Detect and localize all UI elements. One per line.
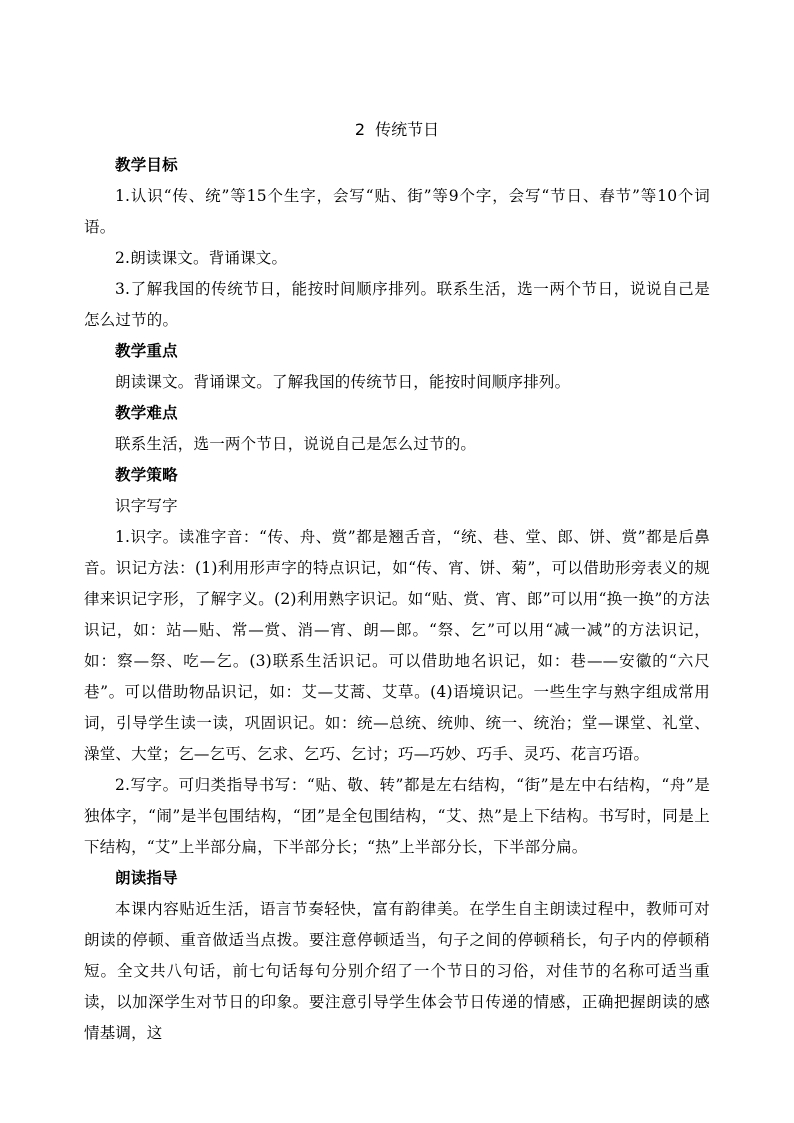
lesson-number: 2 xyxy=(354,120,366,139)
reading-guide-text: 本课内容贴近生活，语言节奏轻快，富有韵律美。在学生自主朗读过程中，教师可对朗读的停顿、重音做适当点拨。要注意停顿适当，句子之间的停顿稍长，句子内的停顿稍短。全文共八句话，前七句话每句分别介绍了一个节日的习俗，对佳节的名称可适当重读，以加深学生对节日的印象。要注意引导学生体会节日传递的情感，正确把握朗读的感情基调，这 xyxy=(84,900,710,1042)
lesson-title xyxy=(0,119,794,141)
literacy-item-2: 2.写字。可归类指导书写：“贴、敬、转”都是左右结构，“街”是左中右结构，“舟”是独体字，“闹”是半包围结构，“团”是全包围结构，“艾、热”是上下结构。书写时，同是上下结构，“艾”上半部分扁，下半部分长；“热”上半部分长，下半部分扁。 xyxy=(84,776,710,856)
goal-item-1: 1.认识“传、统”等15个生字，会写“贴、街”等9个字，会写“节日、春节”等10个词语。 xyxy=(84,187,710,236)
heading-difficulties: 教学难点 xyxy=(115,404,178,422)
heading-strategies: 教学策略 xyxy=(115,466,178,484)
heading-teaching-goals: 教学目标 xyxy=(115,156,178,174)
difficulties-text: 联系生活，选一两个节日，说说自己是怎么过节的。 xyxy=(115,435,477,453)
heading-reading-guide: 朗读指导 xyxy=(115,869,178,887)
goal-item-2: 2.朗读课文。背诵课文。 xyxy=(115,249,288,267)
literacy-item-1: 1.识字。读准字音：“传、舟、赏”都是翘舌音，“统、巷、堂、郎、饼、赏”都是后鼻音。识记方法：(1)利用形声字的特点识记，如“传、宵、饼、菊”，可以借助形旁表义的规律来识记字形，了解字义。(2)利用熟字识记。如“贴、赏、宵、郎”可以用“换一换”的方法识记，如：站—贴、常—赏、消—宵、朗—郎。“祭、乞”可以用“减一减”的方法识记，如：察—祭、吃—乞。(3)联系生活识记。可以借助地名识记，如：巷——安徽的“六尺巷”。可以借助物品识记，如：艾—艾蒿、艾草。(4)语境识记。一些生字与熟字组成常用词，引导学生读一读，巩固识记。如：统—总统、统帅、统一、统治；堂—课堂、礼堂、澡堂、大堂；乞—乞丐、乞求、乞巧、乞讨；巧—巧妙、巧手、灵巧、花言巧语。 xyxy=(84,528,710,763)
key-points-text: 朗读课文。背诵课文。了解我国的传统节日，能按时间顺序排列。 xyxy=(115,373,571,391)
goal-item-3: 3.了解我国的传统节日，能按时间顺序排列。联系生活，选一两个节日，说说自己是怎么过节的。 xyxy=(84,280,710,329)
subheading-literacy: 识字写字 xyxy=(115,497,178,515)
document-body xyxy=(84,150,710,1049)
lesson-title-text: 传统节日 xyxy=(375,120,440,139)
heading-key-points: 教学重点 xyxy=(115,342,178,360)
